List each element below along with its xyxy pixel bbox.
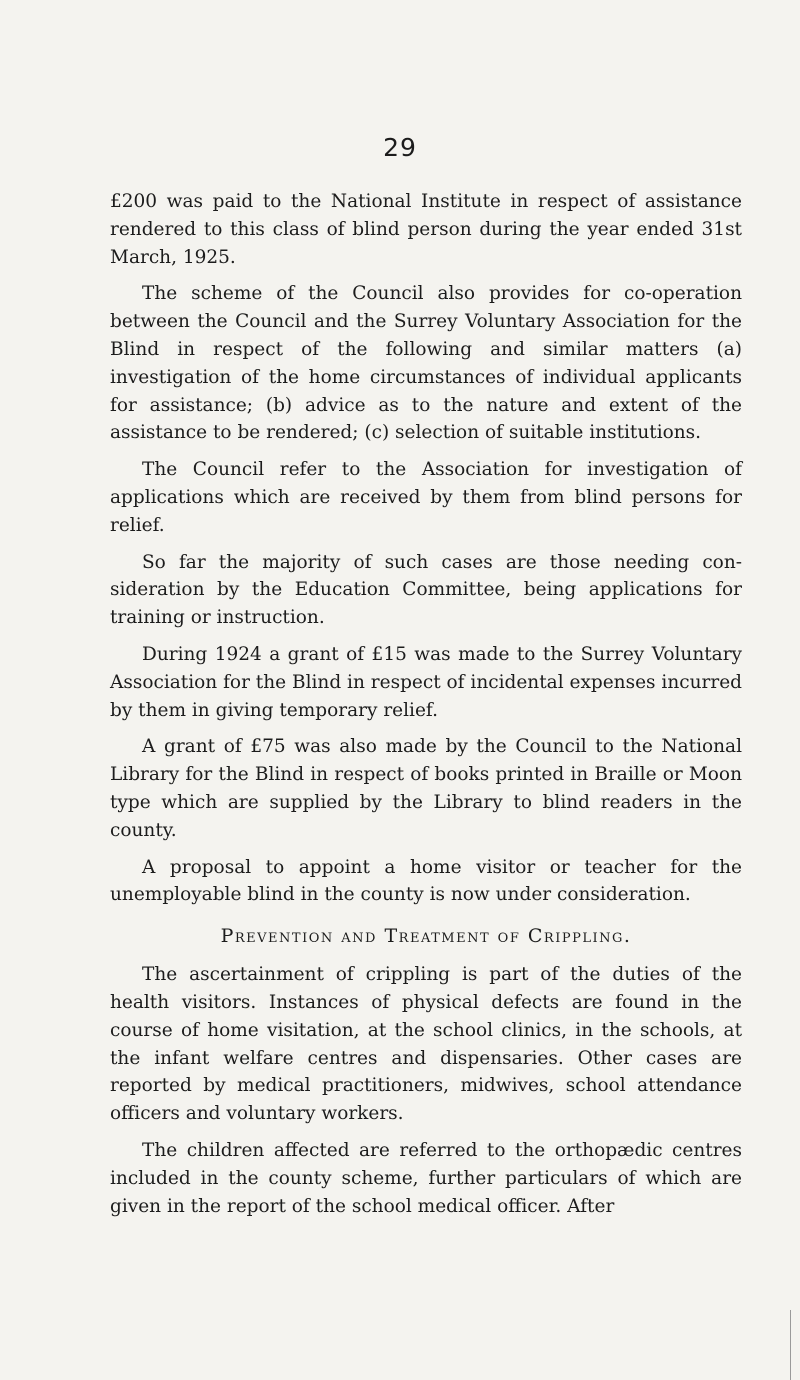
paragraph-investigation-referral: The Council refer to the Association for investigation of applications which are received by them from blind persons for relief. — [110, 459, 742, 536]
paragraph-council-scheme: The scheme of the Council also provides for co-operation between the Council and the Surrey Voluntary Association for the Blind in respect of the following and similar matters (a) investigation of the home circumstances of individual applicants for assistance; (b) advice as to the nature and extent of the assistance to be rendered; (c) selection of suitable institutions. — [110, 283, 742, 444]
page-number: 29 — [383, 133, 417, 162]
paragraph-ascertainment: The ascertainment of crippling is part of the duties of the health visitors. Instances of physical defects are found in the course of home visitation, at the school clinics, in the schools, at the infant welfare centres and dispensaries. Other cases are reported by medical practitioners, midwives, school attendance officers and voluntary workers. — [110, 964, 742, 1125]
paragraph-institute-payment: £200 was paid to the National Institute in respect of assistance rendered to this class of blind person during the year ended 31st March, 1925. — [110, 191, 742, 268]
paragraph-orthopaedic-referral: The children affected are referred to the orthopædic centres included in the county scheme, further particulars of which are given in the report of the school medical officer. After — [110, 1139, 742, 1217]
paragraph-grant-15: During 1924 a grant of £15 was made to the Surrey Voluntary Association for the Blind in respect of incidental expenses incurred by them in giving temporary relief. — [110, 643, 742, 721]
paragraph-education-committee: So far the majority of such cases are those needing consideration by the Education Committee, being applications for training or instruction. — [110, 551, 742, 629]
page-edge-line — [790, 1310, 791, 1380]
section-heading: Prevention and Treatment of Crippling. — [220, 925, 632, 948]
page-body — [110, 188, 742, 1229]
paragraph-grant-75: A grant of £75 was also made by the Council to the National Library for the Blind in respect of books printed in Braille or Moon type which are supplied by the Library to blind readers in the county. — [110, 736, 742, 841]
paragraph-home-visitor-proposal: A proposal to appoint a home visitor or teacher for the unemployable blind in the county is now under consideration. — [110, 856, 742, 906]
